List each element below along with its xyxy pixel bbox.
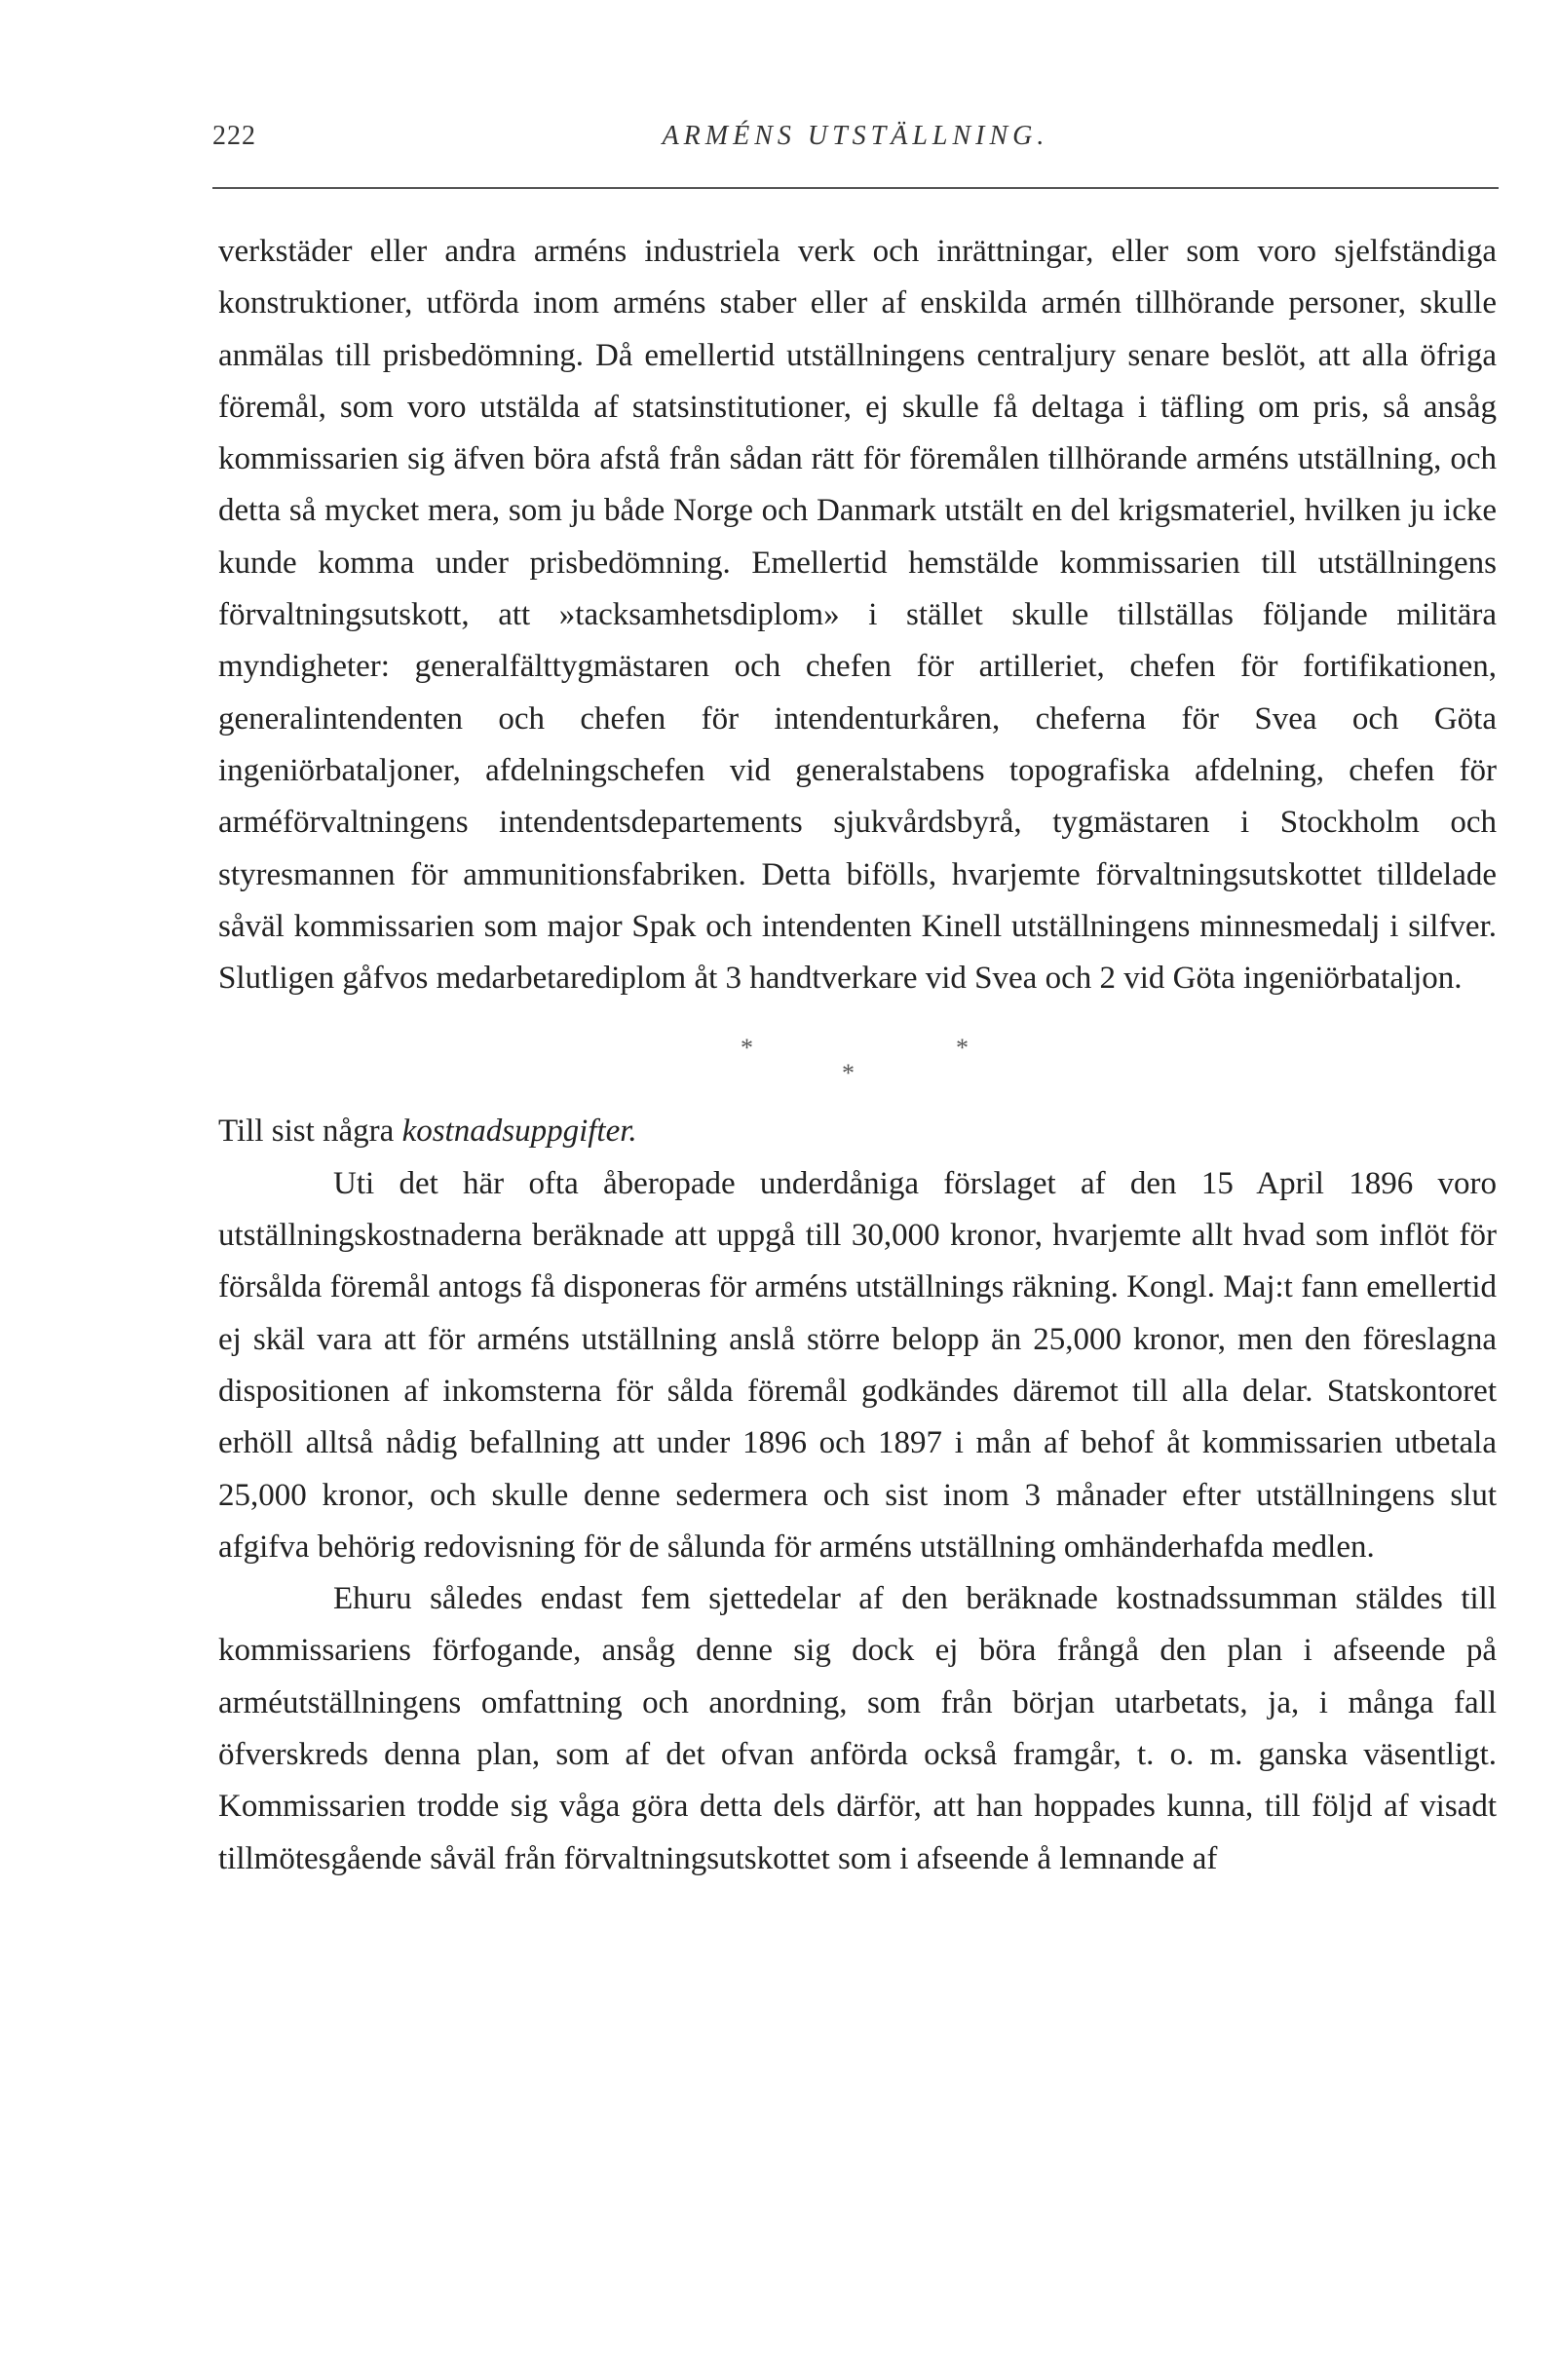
section-heading xyxy=(218,1106,1497,1157)
running-title: ARMÉNS UTSTÄLLNING. xyxy=(662,121,1049,151)
separator-asterisk: * xyxy=(956,1034,969,1063)
separator-asterisk: * xyxy=(842,1059,855,1088)
paragraph-2: Uti det här ofta åberopade underdåniga förslaget af den 15 April 1896 voro utställningskostnaderna beräknade att uppgå till 30,000 kronor, hvarjemte allt hvad som inflöt för försålda föremål antogs få disponeras för arméns utställnings räkning. Kongl. Maj:t fann emellertid ej skäl vara att för arméns utställning anslå större belopp än 25,000 kronor, men den föreslagna dispositionen af inkomsterna för sålda föremål godkändes däremot till alla delar. Statskontoret erhöll alltså nådig befallning att under 1896 och 1897 i mån af behof åt kommissarien utbetala 25,000 kronor, och skulle denne sedermera och sist inom 3 månader efter utställningens slut afgifva behörig redovisning för de sålunda för arméns utställning omhänderhafda medlen. xyxy=(218,1165,1497,1565)
section-intro-emphasis: kostnadsuppgifter. xyxy=(401,1114,637,1150)
section-separator xyxy=(218,1004,1497,1106)
paragraph-1: verkstäder eller andra arméns industriela verk och inrättningar, eller som voro sjelfständiga konstruktioner, utförda inom arméns staber eller af enskilda armén tillhörande personer, skulle anmälas till prisbedömning. Då emellertid utställningens centraljury senare beslöt, att alla öfriga föremål, som voro utstälda af statsinstitutioner, ej skulle få deltaga i täfling om pris, så ansåg kommissarien sig äfven böra afstå från sådan rätt för föremålen tillhörande arméns utställning, och detta så mycket mera, som ju både Norge och Danmark utstält en del krigsmateriel, hvilken ju icke kunde komma under prisbedömning. Emellertid hemstälde kommissarien till utställningens förvaltningsutskott, att »tacksamhetsdiplom» i stället skulle tillställas följande militära myndigheter: generalfälttygmästaren och chefen för artilleriet, chefen för fortifikationen, generalintendenten och chefen för intendenturkåren, cheferna för Svea och Göta ingeniörbataljoner, afdelningschefen vid generalstabens topografiska afdelning, chefen för arméförvaltningens intendentsdepartements sjukvårdsbyrå, tygmästaren i Stockholm och styresmannen för ammunitionsfabriken. Detta bifölls, hvarjemte förvaltningsutskottet tilldelade såväl kommissarien som major Spak och intendenten Kinell utställningens minnesmedalj i silfver. Slutligen gåfvos medarbetarediplom åt 3 handtverkare vid Svea och 2 vid Göta ingeniörbataljon. xyxy=(218,234,1497,997)
page-number: 222 xyxy=(212,121,256,151)
body-text xyxy=(218,226,1497,1885)
section-intro: Till sist några xyxy=(218,1114,402,1150)
separator-asterisk: * xyxy=(741,1034,753,1063)
header-rule xyxy=(212,187,1499,189)
paragraph-3: Ehuru således endast fem sjettedelar af den beräknade kostnadssumman stäldes till kommissariens förfogande, ansåg denne sig dock ej böra frångå den plan i afseende på arméutställningens omfattning och anordning, som från början utarbetats, ja, i många fall öfverskreds denna plan, som af det ofvan anförda också framgår, t. o. m. ganska väsentligt. Kommissarien trodde sig våga göra detta dels därför, att han hoppades kunna, till följd af visadt tillmötesgående såväl från förvaltningsutskottet som i afseende å lemnande af xyxy=(218,1581,1497,1876)
page-header xyxy=(212,113,1499,171)
